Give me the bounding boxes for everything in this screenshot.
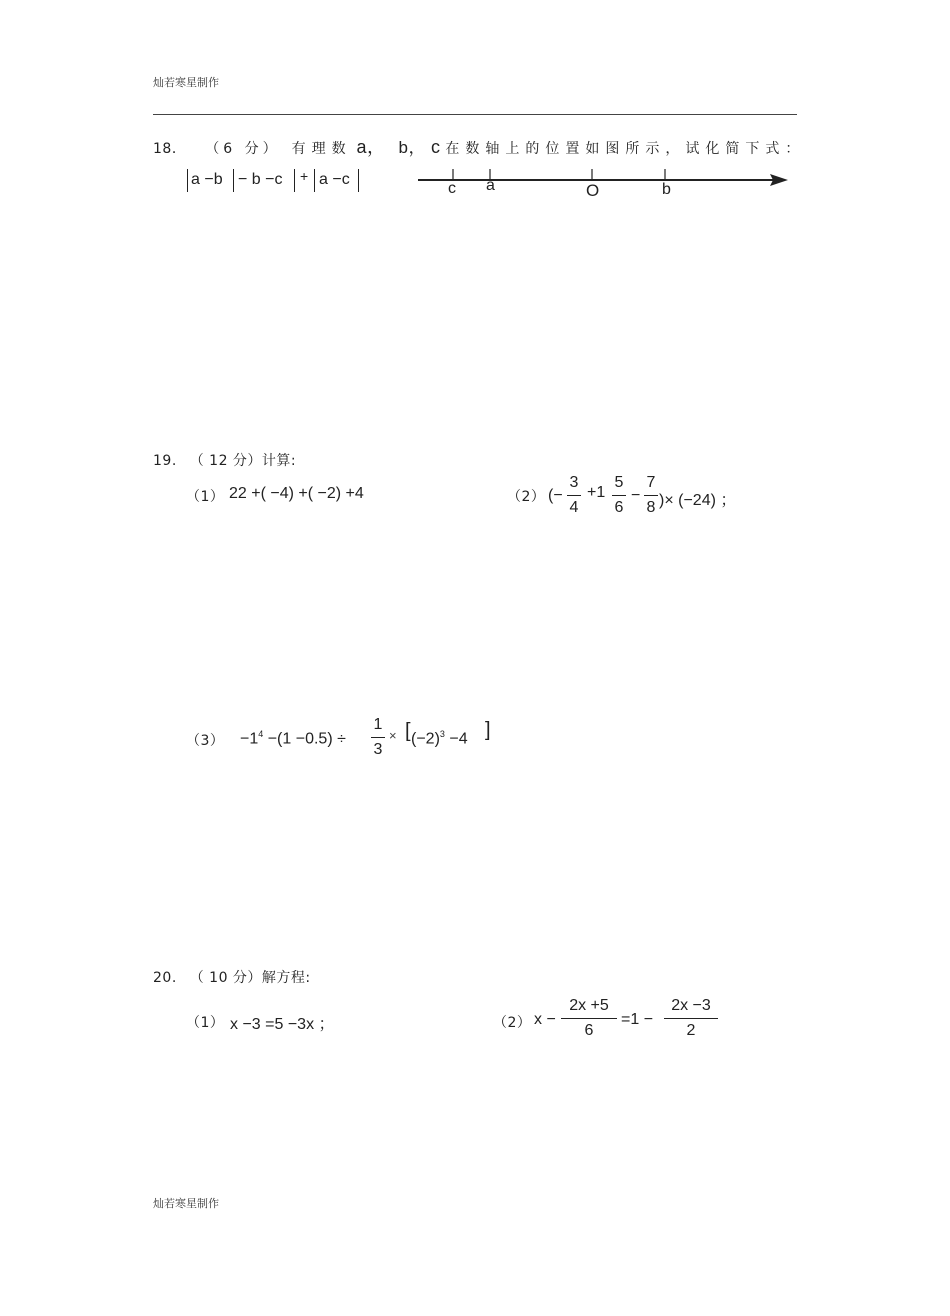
q19-p2-minus: − [631,487,641,504]
q19-p3-exp2: 3 [439,729,445,739]
frac-bar [561,1018,617,1019]
q20-number: 20. [153,970,177,986]
frac-bar [644,495,658,496]
abs-bar [187,169,188,192]
number-line [410,160,800,204]
q18-var-a: a， [356,137,386,157]
q18-stem [153,133,805,159]
q19-p3-part: −(1 −0.5) ÷ [263,730,346,748]
q20-p2-lead: x − [534,1011,556,1028]
footer-watermark: 灿若寒星制作 [153,1197,219,1210]
q19-heading [153,450,296,470]
q19-p2-frac3 [644,474,658,517]
frac-denominator: 2 [686,1022,696,1039]
frac-bar [567,495,581,496]
q19-p3-bracket-open: [ [405,720,411,742]
q19-p3-tail: −4 [444,730,468,748]
q19-p3-inner-base: (−2) [411,730,440,748]
frac-denominator: 3 [373,741,383,758]
label-origin: O [586,181,600,200]
header-divider [153,114,797,115]
q20-p1-label: （1） [186,1015,225,1031]
q18-var-c: c [430,137,441,157]
q19-p3-label: （3） [186,733,225,749]
q19-p1-label: （1） [186,489,225,505]
frac-denominator: 6 [584,1022,594,1039]
q20-p2-label: （2） [493,1015,532,1031]
abs-bar [294,169,295,192]
q19-p2-open: (− [548,487,563,504]
q19-number: 19. [153,453,177,469]
q19-p2-mid: +1 [587,484,606,501]
q19-p1-expr: 22 +( −4) +( −2) +4 [229,485,364,502]
q19-p3-exp1: 4 [258,729,264,739]
q20-p2-mid: =1 − [621,1011,654,1028]
abs-bar [358,169,359,192]
label-a: a [486,177,495,194]
q18-expr-term2: − b −c [238,171,283,188]
frac-numerator: 2x +5 [569,997,609,1014]
q20-p2-frac2 [664,997,718,1040]
q19-p3-lead: −1 [240,730,259,748]
frac-numerator: 7 [646,474,656,491]
q19-p2-label: （2） [507,489,546,505]
q19-title: （ 12 分）计算: [189,453,297,469]
q18-stem-2: 在数轴上的位置如图所示，试化简下式： [445,141,806,157]
frac-numerator: 1 [373,716,383,733]
q19-p2-close: )× (−24) ； [659,492,737,509]
q18-var-b: b， [398,138,426,157]
frac-numerator: 2x −3 [671,997,711,1014]
q18-expr-term3: a −c [319,171,350,188]
frac-bar [371,737,385,738]
q20-title: （ 10 分）解方程: [189,970,311,986]
frac-denominator: 8 [646,499,656,516]
abs-bar [233,169,234,192]
q19-p2-frac1 [567,474,581,517]
frac-bar [612,495,626,496]
q18-expr-plus: + [300,168,309,184]
q19-p2-frac2 [612,474,626,517]
frac-denominator: 6 [614,499,624,516]
q18-stem-1: 有理数 [291,141,352,157]
q19-p3-frac [371,716,385,759]
frac-numerator: 5 [614,474,624,491]
q18-expr-term1: a −b [191,171,223,188]
frac-bar [664,1018,718,1019]
q20-p2-frac1 [561,997,617,1040]
frac-numerator: 3 [569,474,579,491]
q19-p3-times: × [389,728,397,743]
q18-points: （6 分） [205,141,281,157]
frac-denominator: 4 [569,499,579,516]
header-watermark: 灿若寒星制作 [153,76,219,89]
q20-p1-expr: x −3 =5 −3x ； [230,1016,335,1033]
label-c: c [448,180,456,197]
label-b: b [662,181,671,198]
q18-number: 18． [153,141,187,157]
q19-p3-expr [240,729,346,748]
q20-heading [153,967,311,987]
abs-bar [314,169,315,192]
q19-p3-bracket-close: ] [485,719,491,741]
q19-p3-inner [411,729,468,748]
